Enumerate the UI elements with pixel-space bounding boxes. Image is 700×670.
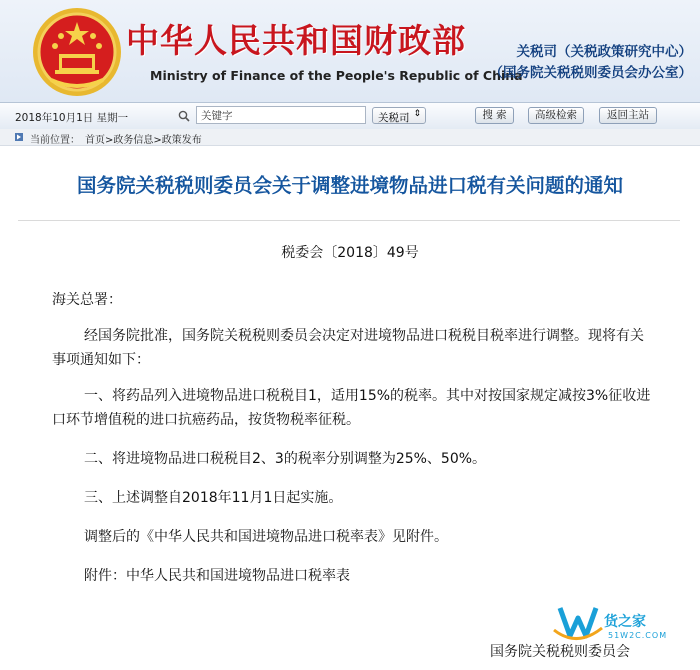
location-icon xyxy=(14,132,24,142)
site-subtitle: Ministry of Finance of the People's Republic of China xyxy=(150,68,523,83)
site-header xyxy=(0,0,700,102)
document-number: 税委会〔2018〕49号 xyxy=(281,245,419,261)
select-arrows-icon: ⇕ xyxy=(413,109,421,119)
paragraph-1-line-1: 经国务院批准，国务院关税税则委员会决定对进境物品进口税税目税率进行调整。现将有关 xyxy=(84,328,644,344)
salutation: 海关总署： xyxy=(52,292,122,308)
title-divider xyxy=(18,220,680,221)
paragraph-3: 二、将进境物品进口税税目2、3的税率分别调整为25%、50%。 xyxy=(84,451,487,467)
department-line-2: （国务院关税税则委员会办公室） xyxy=(489,65,692,81)
article-title: 国务院关税税则委员会关于调整进境物品进口税有关问题的通知 xyxy=(76,174,623,197)
watermark-url: 51W2C.COM xyxy=(608,631,668,640)
paragraph-1-line-2: 事项通知如下： xyxy=(52,352,150,368)
advanced-search-button[interactable]: 高级检索 xyxy=(528,107,584,124)
national-emblem-icon xyxy=(31,6,123,98)
search-icon xyxy=(178,110,190,122)
department-name xyxy=(490,42,693,84)
signature: 国务院关税税则委员会 xyxy=(490,644,630,660)
paragraph-2-line-1: 一、将药品列入进境物品进口税税目1，适用15%的税率。其中对按国家规定减按3%征收进 xyxy=(84,388,651,404)
department-line-1: 关税司（关税政策研究中心） xyxy=(516,44,692,60)
date-text: 2018年10月1日 星期一 xyxy=(15,112,129,124)
breadcrumb-path[interactable]: 首页>政务信息>政策发布 xyxy=(85,135,202,146)
department-select[interactable] xyxy=(372,107,426,124)
search-toolbar xyxy=(0,102,700,130)
breadcrumb-label: 当前位置： xyxy=(30,135,80,146)
breadcrumb xyxy=(0,129,700,146)
paragraph-2-line-2: 口环节增值税的进口抗癌药品，按货物税率征税。 xyxy=(52,412,360,428)
watermark-text: 货之家 xyxy=(604,614,646,630)
return-home-button[interactable]: 返回主站 xyxy=(599,107,657,124)
attachment-line: 附件：中华人民共和国进境物品进口税率表 xyxy=(84,568,350,584)
paragraph-4: 三、上述调整自2018年11月1日起实施。 xyxy=(84,490,343,506)
site-title: 中华人民共和国财政部 xyxy=(126,21,466,60)
search-input[interactable] xyxy=(196,106,366,124)
search-button[interactable]: 搜 索 xyxy=(475,107,514,124)
department-select-value: 关税司 xyxy=(378,112,410,124)
paragraph-5: 调整后的《中华人民共和国进境物品进口税率表》见附件。 xyxy=(84,529,448,545)
